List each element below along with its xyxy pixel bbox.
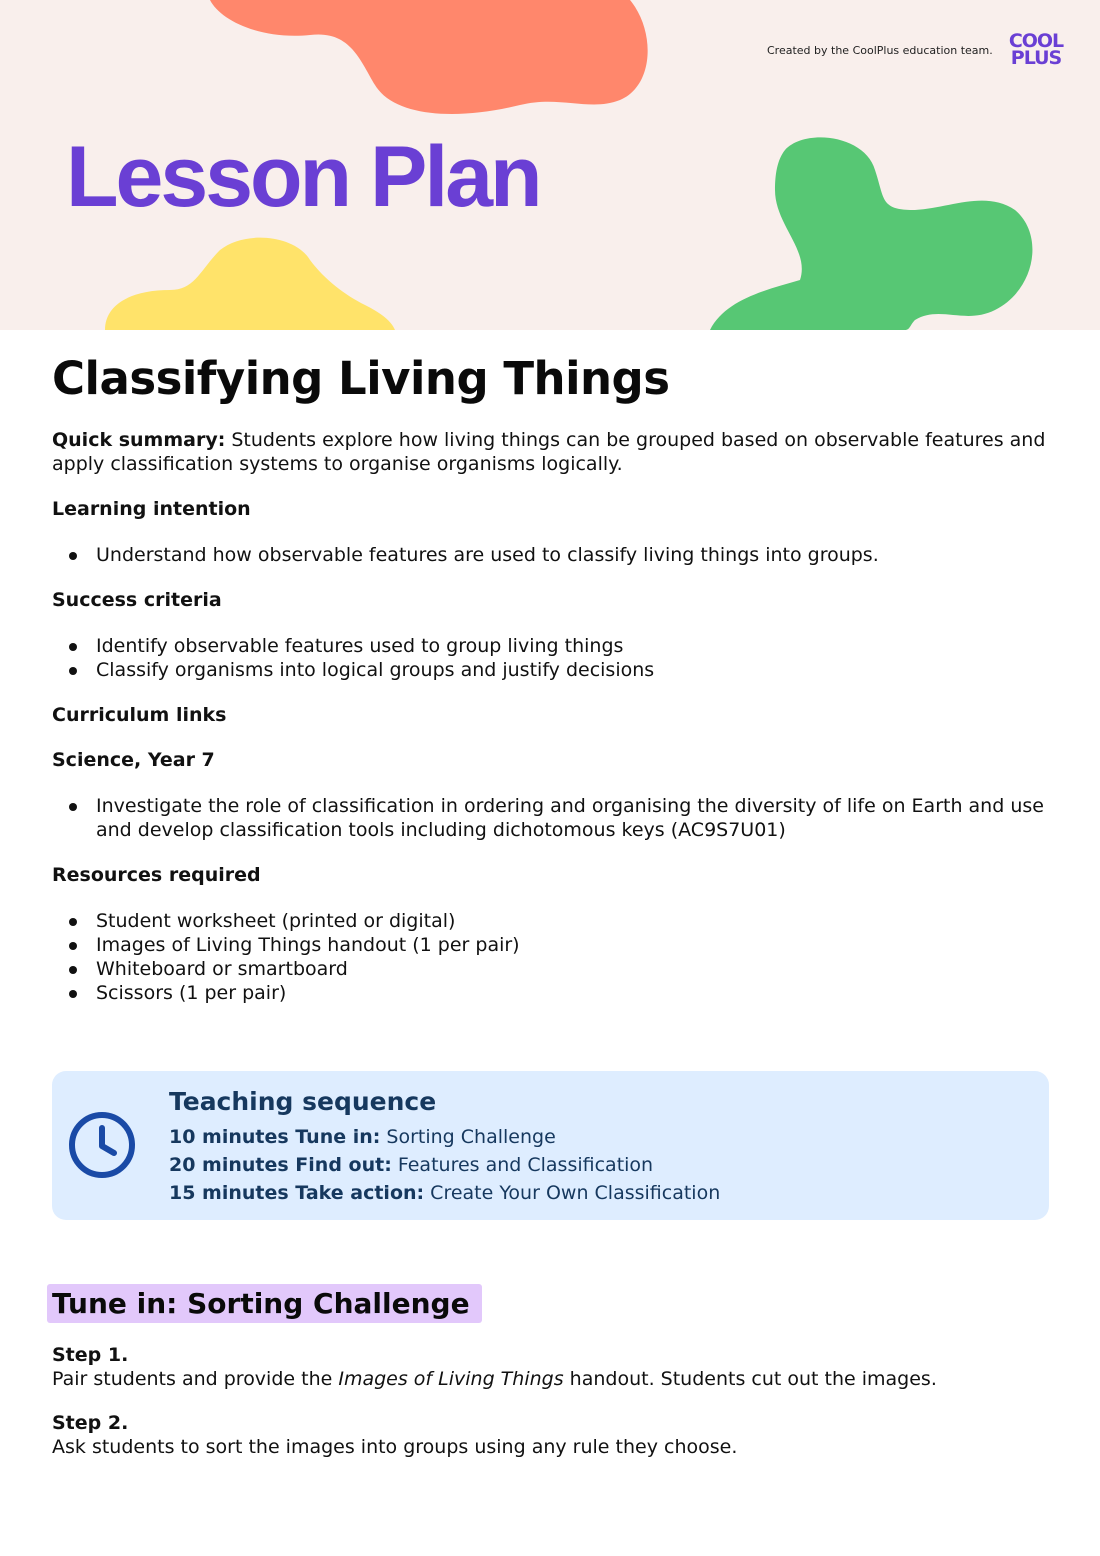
teaching-sequence-box (52, 1071, 1049, 1220)
list-item: Scissors (1 per pair) (52, 981, 1052, 1005)
success-criteria-list (52, 634, 1052, 682)
sequence-text: Features and Classification (391, 1154, 654, 1176)
list-item: Student worksheet (printed or digital) (52, 909, 1052, 933)
step-text-italic: Images of Living Things (338, 1368, 564, 1390)
curriculum-list (52, 794, 1052, 842)
curriculum-subheading: Science, Year 7 (52, 749, 215, 771)
step-text-part: Pair students and provide the (52, 1368, 339, 1390)
list-item: Identify observable features used to group living things (52, 634, 1052, 658)
step-1-title: Step 1. (52, 1344, 129, 1366)
logo-line-1: COOL (1008, 30, 1064, 52)
logo-line-2: PLUS (1010, 47, 1062, 69)
tune-in-steps (52, 1343, 1052, 1459)
resources-list (52, 909, 1052, 1005)
quick-summary (52, 428, 1052, 476)
header-banner (0, 0, 1100, 330)
step-text-part: handout. Students cut out the images. (563, 1368, 937, 1390)
credit-text: Created by the CoolPlus education team. (767, 44, 993, 57)
summary-label: Quick summary: (52, 429, 226, 451)
sequence-line (169, 1151, 720, 1179)
list-item: Investigate the role of classification in ordering and organising the diversity of life on Earth and use and develop classification tools including dichotomous keys (AC9S7U01) (52, 794, 1052, 842)
tune-in-heading: Tune in: Sorting Challenge (47, 1284, 482, 1323)
step-1-text (52, 1367, 1052, 1391)
teaching-sequence-title: Teaching sequence (169, 1087, 437, 1116)
success-criteria-heading: Success criteria (52, 589, 222, 611)
sequence-label: 15 minutes Take action: (169, 1182, 425, 1204)
green-blob-decoration (705, 130, 1040, 330)
list-item: Whiteboard or smartboard (52, 957, 1052, 981)
summary-text: Students explore how living things can be grouped based on observable features and apply classification systems to organise organisms logically. (52, 429, 1046, 475)
sequence-line (169, 1179, 720, 1207)
list-item: Classify organisms into logical groups and justify decisions (52, 658, 1052, 682)
teaching-sequence-lines (169, 1123, 720, 1207)
sequence-text: Sorting Challenge (380, 1126, 556, 1148)
coral-blob-decoration (200, 0, 660, 125)
step-2-title: Step 2. (52, 1412, 129, 1434)
sequence-text: Create Your Own Classification (424, 1182, 721, 1204)
resources-heading: Resources required (52, 864, 261, 886)
learning-intention-list (52, 543, 1052, 567)
list-item: Images of Living Things handout (1 per pair) (52, 933, 1052, 957)
lesson-content (52, 350, 1052, 1005)
clock-icon (68, 1111, 136, 1179)
learning-intention-heading: Learning intention (52, 498, 251, 520)
lesson-plan-title: Lesson Plan (66, 129, 540, 225)
sequence-line (169, 1123, 720, 1151)
yellow-blob-decoration (100, 235, 400, 330)
step-2-text: Ask students to sort the images into groups using any rule they choose. (52, 1436, 738, 1458)
sequence-label: 10 minutes Tune in: (169, 1126, 381, 1148)
list-item: Understand how observable features are used to classify living things into groups. (52, 543, 1052, 567)
coolplus-logo (1004, 30, 1068, 69)
curriculum-links-heading: Curriculum links (52, 704, 227, 726)
sequence-label: 20 minutes Find out: (169, 1154, 392, 1176)
page-title: Classifying Living Things (52, 352, 670, 405)
